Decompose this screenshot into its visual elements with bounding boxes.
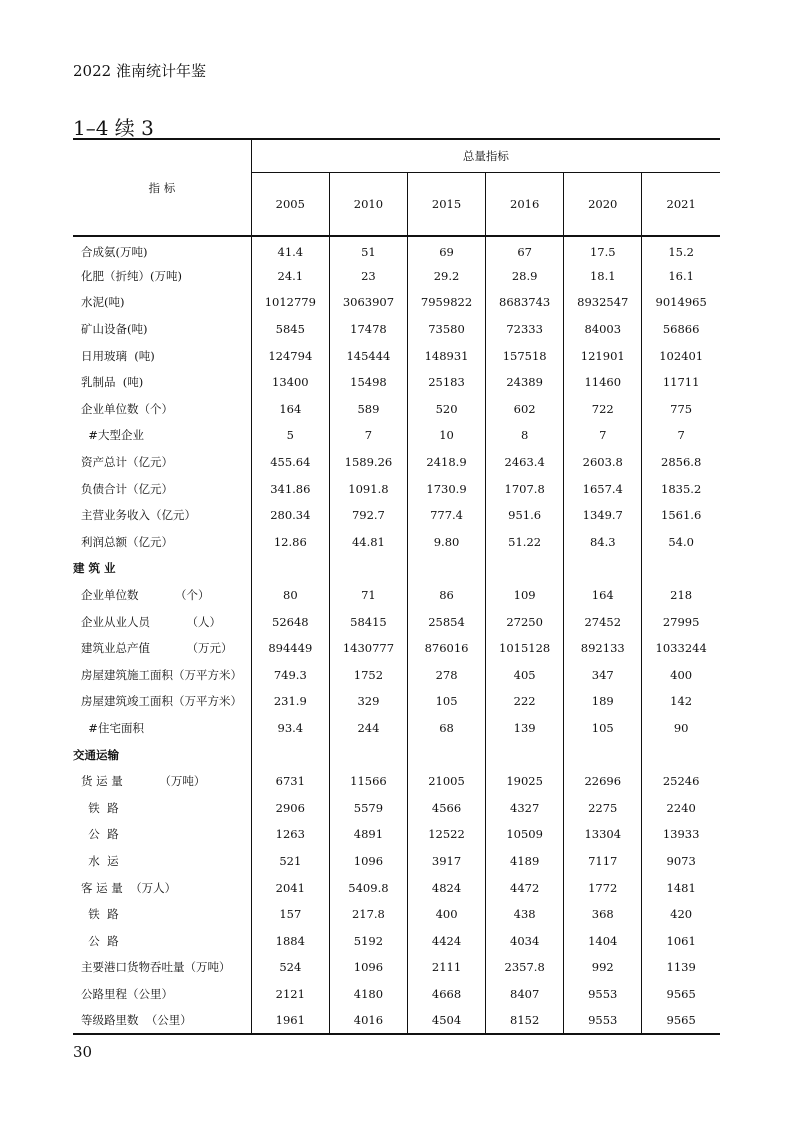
table-row [73, 449, 720, 476]
value-cell: 15.2 [642, 236, 720, 263]
table-row [73, 529, 720, 556]
empty-cell [486, 741, 564, 768]
value-cell: 876016 [407, 635, 485, 662]
value-cell: 1349.7 [564, 502, 642, 529]
value-cell: 280.34 [251, 502, 329, 529]
value-cell: 13304 [564, 821, 642, 848]
empty-cell [251, 741, 329, 768]
section-label: 建 筑 业 [73, 561, 116, 576]
value-cell: 8 [486, 422, 564, 449]
value-cell: 4424 [407, 927, 485, 954]
row-label: 利润总额（亿元） [81, 534, 173, 549]
value-cell: 139 [486, 715, 564, 742]
value-cell: 44.81 [329, 529, 407, 556]
table-row [73, 901, 720, 928]
value-cell: 1481 [642, 874, 720, 901]
value-cell: 7 [329, 422, 407, 449]
value-cell: 27250 [486, 608, 564, 635]
row-label: 资产总计（亿元） [81, 455, 173, 470]
table-row [73, 236, 720, 263]
value-cell: 2856.8 [642, 449, 720, 476]
value-cell: 73580 [407, 316, 485, 343]
year-header: 2021 [642, 173, 720, 237]
year-header: 2010 [329, 173, 407, 237]
value-cell: 521 [251, 848, 329, 875]
value-cell: 56866 [642, 316, 720, 343]
value-cell: 4327 [486, 794, 564, 821]
value-cell: 1015128 [486, 635, 564, 662]
value-cell: 2111 [407, 954, 485, 981]
value-cell: 1707.8 [486, 475, 564, 502]
row-label: #住宅面积 [81, 720, 144, 735]
value-cell: 992 [564, 954, 642, 981]
row-label: #大型企业 [81, 428, 144, 443]
value-cell: 1430777 [329, 635, 407, 662]
row-label: 水 运 [81, 853, 119, 868]
running-head-title: 2022 淮南统计年鉴 [73, 62, 206, 80]
value-cell: 51 [329, 236, 407, 263]
statistics-table [73, 138, 720, 1035]
value-cell: 2357.8 [486, 954, 564, 981]
table-row [73, 848, 720, 875]
table-row [73, 821, 720, 848]
value-cell: 16.1 [642, 263, 720, 290]
value-cell: 400 [642, 662, 720, 689]
value-cell: 11711 [642, 369, 720, 396]
value-cell: 148931 [407, 342, 485, 369]
value-cell: 5845 [251, 316, 329, 343]
row-label: 企业单位数（个） [81, 401, 173, 416]
value-cell: 775 [642, 396, 720, 423]
value-cell: 8683743 [486, 289, 564, 316]
indicator-header: 指 标 [73, 139, 251, 236]
value-cell: 10509 [486, 821, 564, 848]
value-cell: 4824 [407, 874, 485, 901]
value-cell: 1096 [329, 848, 407, 875]
row-label: 公 路 [81, 933, 119, 948]
value-cell: 892133 [564, 635, 642, 662]
value-cell: 524 [251, 954, 329, 981]
row-label: 水泥(吨) [81, 295, 125, 310]
value-cell: 29.2 [407, 263, 485, 290]
value-cell: 4668 [407, 981, 485, 1008]
value-cell: 400 [407, 901, 485, 928]
value-cell: 27995 [642, 608, 720, 635]
value-cell: 2041 [251, 874, 329, 901]
value-cell: 5192 [329, 927, 407, 954]
value-cell: 41.4 [251, 236, 329, 263]
value-cell: 347 [564, 662, 642, 689]
value-cell: 51.22 [486, 529, 564, 556]
value-cell: 58415 [329, 608, 407, 635]
value-cell: 23 [329, 263, 407, 290]
value-cell: 27452 [564, 608, 642, 635]
value-cell: 3917 [407, 848, 485, 875]
value-cell: 5409.8 [329, 874, 407, 901]
value-cell: 11566 [329, 768, 407, 795]
value-cell: 7959822 [407, 289, 485, 316]
value-cell: 164 [564, 582, 642, 609]
value-cell: 1061 [642, 927, 720, 954]
value-cell: 17478 [329, 316, 407, 343]
value-cell: 2240 [642, 794, 720, 821]
value-cell: 15498 [329, 369, 407, 396]
empty-cell [407, 741, 485, 768]
value-cell: 90 [642, 715, 720, 742]
row-label: 矿山设备(吨) [81, 322, 148, 337]
table-row [73, 954, 720, 981]
value-cell: 105 [407, 688, 485, 715]
row-label: 企业单位数 （个） [81, 588, 210, 603]
value-cell: 4016 [329, 1007, 407, 1034]
value-cell: 9014965 [642, 289, 720, 316]
value-cell: 24.1 [251, 263, 329, 290]
row-label: 建筑业总产值 （万元） [81, 641, 233, 656]
value-cell: 8152 [486, 1007, 564, 1034]
value-cell: 28.9 [486, 263, 564, 290]
value-cell: 8407 [486, 981, 564, 1008]
total-indicator-header: 总量指标 [251, 139, 720, 173]
value-cell: 2121 [251, 981, 329, 1008]
value-cell: 9073 [642, 848, 720, 875]
value-cell: 222 [486, 688, 564, 715]
empty-cell [642, 741, 720, 768]
value-cell: 9.80 [407, 529, 485, 556]
value-cell: 72333 [486, 316, 564, 343]
value-cell: 157 [251, 901, 329, 928]
value-cell: 4566 [407, 794, 485, 821]
table-title: 1–4 续 3 [73, 116, 154, 140]
value-cell: 9553 [564, 1007, 642, 1034]
value-cell: 157518 [486, 342, 564, 369]
value-cell: 84003 [564, 316, 642, 343]
value-cell: 80 [251, 582, 329, 609]
value-cell: 602 [486, 396, 564, 423]
row-label: 货 运 量 （万吨） [81, 774, 206, 789]
value-cell: 1730.9 [407, 475, 485, 502]
value-cell: 54.0 [642, 529, 720, 556]
value-cell: 18.1 [564, 263, 642, 290]
value-cell: 1139 [642, 954, 720, 981]
table-row [73, 582, 720, 609]
value-cell: 2463.4 [486, 449, 564, 476]
value-cell: 17.5 [564, 236, 642, 263]
table-row [73, 927, 720, 954]
empty-cell [329, 741, 407, 768]
value-cell: 13933 [642, 821, 720, 848]
year-header: 2020 [564, 173, 642, 237]
row-label: 主要港口货物吞吐量（万吨） [81, 960, 231, 975]
value-cell: 164 [251, 396, 329, 423]
section-label: 交通运输 [73, 747, 119, 762]
section-row [73, 741, 720, 768]
value-cell: 25854 [407, 608, 485, 635]
empty-cell [407, 555, 485, 582]
table-row [73, 981, 720, 1008]
row-label: 等级路里数 （公里） [73, 1007, 251, 1034]
empty-cell [564, 555, 642, 582]
value-cell: 1657.4 [564, 475, 642, 502]
value-cell: 951.6 [486, 502, 564, 529]
value-cell: 5 [251, 422, 329, 449]
value-cell: 102401 [642, 342, 720, 369]
table-row [73, 263, 720, 290]
empty-cell [329, 555, 407, 582]
value-cell: 455.64 [251, 449, 329, 476]
value-cell: 67 [486, 236, 564, 263]
value-cell: 52648 [251, 608, 329, 635]
value-cell: 19025 [486, 768, 564, 795]
table-row [73, 715, 720, 742]
value-cell: 21005 [407, 768, 485, 795]
value-cell: 9565 [642, 981, 720, 1008]
value-cell: 1772 [564, 874, 642, 901]
empty-cell [564, 741, 642, 768]
value-cell: 420 [642, 901, 720, 928]
row-label: 日用玻璃 (吨) [81, 348, 155, 363]
value-cell: 2906 [251, 794, 329, 821]
row-label: 乳制品 (吨) [81, 375, 144, 390]
table-row [73, 608, 720, 635]
value-cell: 142 [642, 688, 720, 715]
value-cell: 6731 [251, 768, 329, 795]
value-cell: 2418.9 [407, 449, 485, 476]
value-cell: 4504 [407, 1007, 485, 1034]
value-cell: 1263 [251, 821, 329, 848]
value-cell: 22696 [564, 768, 642, 795]
table-row [73, 1007, 720, 1034]
value-cell: 24389 [486, 369, 564, 396]
value-cell: 217.8 [329, 901, 407, 928]
table-row [73, 369, 720, 396]
table-row [73, 342, 720, 369]
row-label: 房屋建筑施工面积（万平方米） [81, 667, 242, 682]
table-row [73, 475, 720, 502]
value-cell: 438 [486, 901, 564, 928]
value-cell: 792.7 [329, 502, 407, 529]
value-cell: 25183 [407, 369, 485, 396]
value-cell: 894449 [251, 635, 329, 662]
table-row [73, 874, 720, 901]
value-cell: 4472 [486, 874, 564, 901]
value-cell: 93.4 [251, 715, 329, 742]
value-cell: 9565 [642, 1007, 720, 1034]
value-cell: 8932547 [564, 289, 642, 316]
value-cell: 25246 [642, 768, 720, 795]
table-row [73, 768, 720, 795]
table-row [73, 635, 720, 662]
row-label: 铁 路 [81, 907, 119, 922]
value-cell: 1884 [251, 927, 329, 954]
value-cell: 589 [329, 396, 407, 423]
value-cell: 86 [407, 582, 485, 609]
table-row [73, 502, 720, 529]
table-row [73, 422, 720, 449]
value-cell: 105 [564, 715, 642, 742]
year-header: 2015 [407, 173, 485, 237]
value-cell: 329 [329, 688, 407, 715]
row-label: 负债合计（亿元） [81, 481, 173, 496]
value-cell: 69 [407, 236, 485, 263]
value-cell: 11460 [564, 369, 642, 396]
value-cell: 1752 [329, 662, 407, 689]
value-cell: 4034 [486, 927, 564, 954]
table-row [73, 316, 720, 343]
table-row [73, 794, 720, 821]
value-cell: 68 [407, 715, 485, 742]
section-row [73, 555, 720, 582]
table-row [73, 289, 720, 316]
table-body [73, 236, 720, 1034]
value-cell: 1561.6 [642, 502, 720, 529]
row-label: 公 路 [81, 827, 119, 842]
table-row [73, 396, 720, 423]
value-cell: 1961 [251, 1007, 329, 1034]
table-row [73, 688, 720, 715]
value-cell: 4891 [329, 821, 407, 848]
value-cell: 145444 [329, 342, 407, 369]
value-cell: 9553 [564, 981, 642, 1008]
value-cell: 1589.26 [329, 449, 407, 476]
value-cell: 71 [329, 582, 407, 609]
row-label: 化肥（折纯）(万吨) [81, 268, 182, 283]
row-label: 公路里程（公里） [81, 986, 173, 1001]
value-cell: 189 [564, 688, 642, 715]
value-cell: 13400 [251, 369, 329, 396]
value-cell: 121901 [564, 342, 642, 369]
value-cell: 278 [407, 662, 485, 689]
value-cell: 1835.2 [642, 475, 720, 502]
row-label: 企业从业人员 （人） [81, 614, 222, 629]
empty-cell [251, 555, 329, 582]
row-label: 客 运 量 （万人） [81, 880, 177, 895]
value-cell: 749.3 [251, 662, 329, 689]
table-row [73, 662, 720, 689]
value-cell: 12522 [407, 821, 485, 848]
year-header: 2016 [486, 173, 564, 237]
value-cell: 368 [564, 901, 642, 928]
row-label: 主营业务收入（亿元） [81, 508, 196, 523]
value-cell: 1096 [329, 954, 407, 981]
value-cell: 2603.8 [564, 449, 642, 476]
value-cell: 7 [642, 422, 720, 449]
row-label: 铁 路 [81, 800, 119, 815]
value-cell: 218 [642, 582, 720, 609]
value-cell: 12.86 [251, 529, 329, 556]
year-header: 2005 [251, 173, 329, 237]
page-number: 30 [73, 1043, 93, 1061]
value-cell: 1091.8 [329, 475, 407, 502]
value-cell: 7 [564, 422, 642, 449]
empty-cell [486, 555, 564, 582]
row-label: 合成氨(万吨) [81, 244, 148, 259]
empty-cell [642, 555, 720, 582]
value-cell: 244 [329, 715, 407, 742]
value-cell: 7117 [564, 848, 642, 875]
value-cell: 10 [407, 422, 485, 449]
value-cell: 1033244 [642, 635, 720, 662]
row-label: 房屋建筑竣工面积（万平方米） [81, 694, 242, 709]
value-cell: 84.3 [564, 529, 642, 556]
value-cell: 722 [564, 396, 642, 423]
value-cell: 1012779 [251, 289, 329, 316]
value-cell: 3063907 [329, 289, 407, 316]
value-cell: 2275 [564, 794, 642, 821]
value-cell: 405 [486, 662, 564, 689]
value-cell: 109 [486, 582, 564, 609]
value-cell: 124794 [251, 342, 329, 369]
value-cell: 4180 [329, 981, 407, 1008]
value-cell: 231.9 [251, 688, 329, 715]
value-cell: 520 [407, 396, 485, 423]
value-cell: 4189 [486, 848, 564, 875]
value-cell: 341.86 [251, 475, 329, 502]
value-cell: 777.4 [407, 502, 485, 529]
value-cell: 5579 [329, 794, 407, 821]
value-cell: 1404 [564, 927, 642, 954]
